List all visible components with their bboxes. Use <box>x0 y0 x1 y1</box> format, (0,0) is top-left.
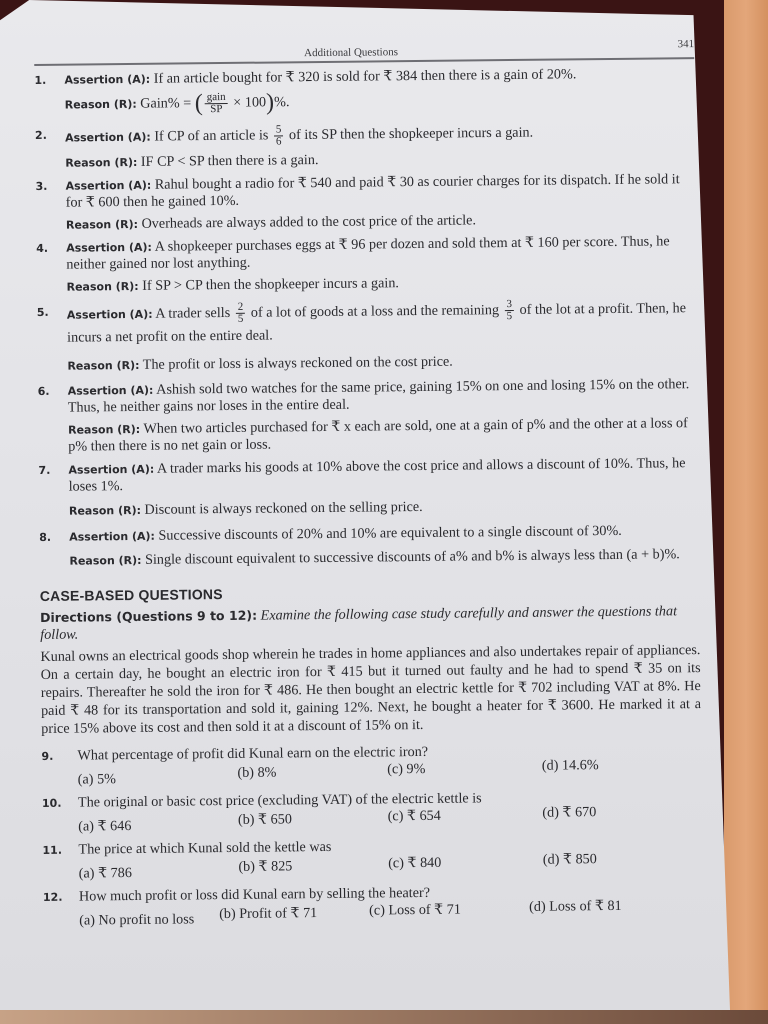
assertion-text: If an article bought for ₹ 320 is sold for ₹ 384 then there is a gain of 20%. <box>153 66 577 87</box>
question-number: 2. <box>34 128 47 142</box>
options <box>78 851 703 883</box>
question-8 <box>39 522 699 570</box>
question-2 <box>35 120 695 172</box>
option-c: (c) ₹ 840 <box>388 855 442 872</box>
question-number: 9. <box>41 750 54 764</box>
assertion-label: Assertion (A): <box>64 72 151 87</box>
reason-label: Reason (R): <box>68 423 141 437</box>
question-text: The price at which Kunal sold the kettle was <box>78 839 332 858</box>
assertion <box>69 522 699 546</box>
option-d: (d) 14.6% <box>541 757 599 774</box>
reason <box>69 546 699 570</box>
assertion <box>64 65 694 89</box>
assertion-label: Assertion (A): <box>64 130 151 145</box>
reason-label: Reason (R): <box>67 359 140 373</box>
reason <box>65 148 695 172</box>
case-study-text: Kunal owns an electrical goods shop wherein he trades in home appliances and also undertakes repair of appliances. On a certain day, he bought an electric iron for ₹ 415 but it turned out faulty and he had to spend ₹ 35 on its repairs. Thereafter he sold the iron for ₹ 486. He then bought an electric kettle for ₹ 702 including VAT at 8%. He paid ₹ 48 for its transportation and sold it, gaining 12%. Next, he bought a heater for ₹ 3600. He marked it at a price 15% above its cost and then sold it at a discount of 15% on it. <box>40 642 702 738</box>
option-b: (b) Profit of ₹ 71 <box>219 905 318 923</box>
reason <box>68 415 698 456</box>
assertion-text: Ashish sold two watches for the same price, gaining 15% on one and losing 15% on the other. Thus, he neither gains nor loses in the entire deal. <box>67 376 690 416</box>
assertion-label: Assertion (A): <box>67 384 154 398</box>
close-paren: ) <box>265 89 275 116</box>
reason-label: Reason (R): <box>65 217 139 232</box>
question-number: 7. <box>38 464 51 478</box>
directions-label: Directions (Questions 9 to 12): <box>39 607 258 626</box>
reason-text: Overheads are always added to the cost price of the article. <box>141 212 477 232</box>
question-text: What percentage of profit did Kunal earn on the electric iron? <box>77 744 429 764</box>
question-4 <box>36 233 697 296</box>
option-d: (d) Loss of ₹ 81 <box>529 898 622 916</box>
question-number: 10. <box>41 796 62 811</box>
assertion <box>68 376 698 417</box>
page-bottom-edge <box>0 1010 768 1024</box>
fraction: $\frac{3}{5}$ <box>506 298 513 323</box>
book-spine-edge <box>724 0 768 1024</box>
question-text: The original or basic cost price (excluding VAT) of the electric kettle is <box>77 790 482 811</box>
option-a: (a) 5% <box>77 771 117 788</box>
assertion-label: Assertion (A): <box>68 462 155 477</box>
reason <box>65 87 695 117</box>
option-a: (a) ₹ 786 <box>78 865 132 882</box>
question-number: 11. <box>42 843 63 858</box>
option-b: (b) 8% <box>237 764 277 782</box>
directions-text: Examine the following case study carefully and answer the questions that follow. <box>40 603 678 644</box>
question-number: 3. <box>35 179 48 193</box>
question-number: 5. <box>36 305 49 319</box>
fraction: $\frac{\text{gain}}{SP}$ <box>205 92 228 115</box>
assertion <box>66 233 696 274</box>
question-number: 8. <box>39 531 52 545</box>
option-d: (d) ₹ 850 <box>542 851 597 868</box>
option-a: (a) No profit no loss <box>79 911 195 929</box>
option-b: (b) ₹ 650 <box>237 811 292 829</box>
assertion <box>65 171 695 212</box>
question-5 <box>37 297 698 375</box>
reason-text: Single discount equivalent to successive discounts of a% and b% is always less than (a + b)%. <box>144 546 680 569</box>
reason <box>67 272 697 296</box>
question-9 <box>41 741 701 789</box>
running-header <box>34 33 694 66</box>
question-1 <box>34 65 694 117</box>
fraction: $\frac{2}{5}$ <box>237 301 244 326</box>
reason-label: Reason (R): <box>65 155 138 170</box>
assertion-text: Successive discounts of 20% and 10% are equivalent to a single discount of 30%. <box>158 523 622 544</box>
reason <box>66 210 696 234</box>
assertion-label: Assertion (A): <box>69 529 155 544</box>
option-b: (b) ₹ 825 <box>238 858 293 876</box>
directions <box>40 602 700 644</box>
section-heading: CASE-BASED QUESTIONS <box>39 586 223 605</box>
assertion-label: Assertion (A): <box>66 240 152 255</box>
open-paren: ( <box>194 90 203 117</box>
assertion: Assertion (A): If CP of an article is $\frac{5}{6}$ of its SP then the shopkeeper incurs a gain. <box>64 123 534 148</box>
question-10 <box>42 788 702 836</box>
option-c: (c) 9% <box>387 761 426 778</box>
reason <box>67 351 697 375</box>
reason-text: When two articles purchased for ₹ x each are sold, one at a gain of p% and the other at a loss of p% then there is no net gain or loss. <box>68 415 688 455</box>
reason <box>69 496 699 520</box>
question-number: 12. <box>42 890 63 905</box>
reason-text: Discount is always reckoned on the selling price. <box>144 499 423 519</box>
option-c: (c) ₹ 654 <box>387 808 441 825</box>
question-text: How much profit or loss did Kunal earn by selling the heater? <box>78 885 431 905</box>
question-number: 1. <box>34 73 47 87</box>
option-a: (a) ₹ 646 <box>78 818 132 835</box>
reason-end: %. <box>274 94 290 111</box>
option-d: (d) ₹ 670 <box>542 804 597 821</box>
assertion-text: A shopkeeper purchases eggs at ₹ 96 per dozen and sold them at ₹ 160 per score. Thus, he neither gained nor lost anything. <box>66 233 670 273</box>
reason-text: If SP > CP then the shopkeeper incurs a gain. <box>142 275 400 294</box>
assertion-text: A trader marks his goods at 10% above the cost price and allows a discount of 10%. Thus, he loses 1%. <box>68 455 686 495</box>
assertion: Assertion (A): A trader sells $\frac{2}{5}$ of a lot of goods at a loss and the remaining $\frac{3}{5}$ of the lot at a profit. Then, he incurs a net profit on the entire deal. <box>66 298 687 346</box>
reason-prefix: Gain% = <box>140 95 192 112</box>
question-7 <box>38 455 699 520</box>
reason-label: Reason (R): <box>69 554 142 568</box>
assertion <box>68 455 698 496</box>
question-number: 6. <box>37 385 50 399</box>
question-3 <box>35 171 696 234</box>
header-title: Additional Questions <box>304 46 399 60</box>
page-content <box>34 33 703 930</box>
question-12 <box>43 882 703 930</box>
assertion-text: Rahul bought a radio for ₹ 540 and paid ₹ 30 as courier charges for its dispatch. If he sold it for ₹ 600 then he gained 10%. <box>65 171 680 211</box>
reason-multiplier: × 100 <box>233 94 267 111</box>
reason-label: Reason (R): <box>68 504 142 518</box>
reason-label: Reason (R): <box>66 279 139 294</box>
reason-text: IF CP < SP then there is a gain. <box>140 152 319 170</box>
reason-text: The profit or loss is always reckoned on the cost price. <box>142 353 453 374</box>
options <box>77 757 702 789</box>
question-number: 4. <box>36 241 49 255</box>
reason-label: Reason (R): <box>64 97 137 112</box>
assertion-label: Assertion (A): <box>66 307 153 322</box>
page-number: 341 <box>677 38 695 51</box>
fraction: $\frac{5}{6}$ <box>275 123 282 148</box>
option-c: (c) Loss of ₹ 71 <box>369 901 461 919</box>
question-6 <box>38 376 699 456</box>
options <box>78 804 702 836</box>
assertion-label: Assertion (A): <box>65 178 152 193</box>
question-11 <box>42 835 702 883</box>
